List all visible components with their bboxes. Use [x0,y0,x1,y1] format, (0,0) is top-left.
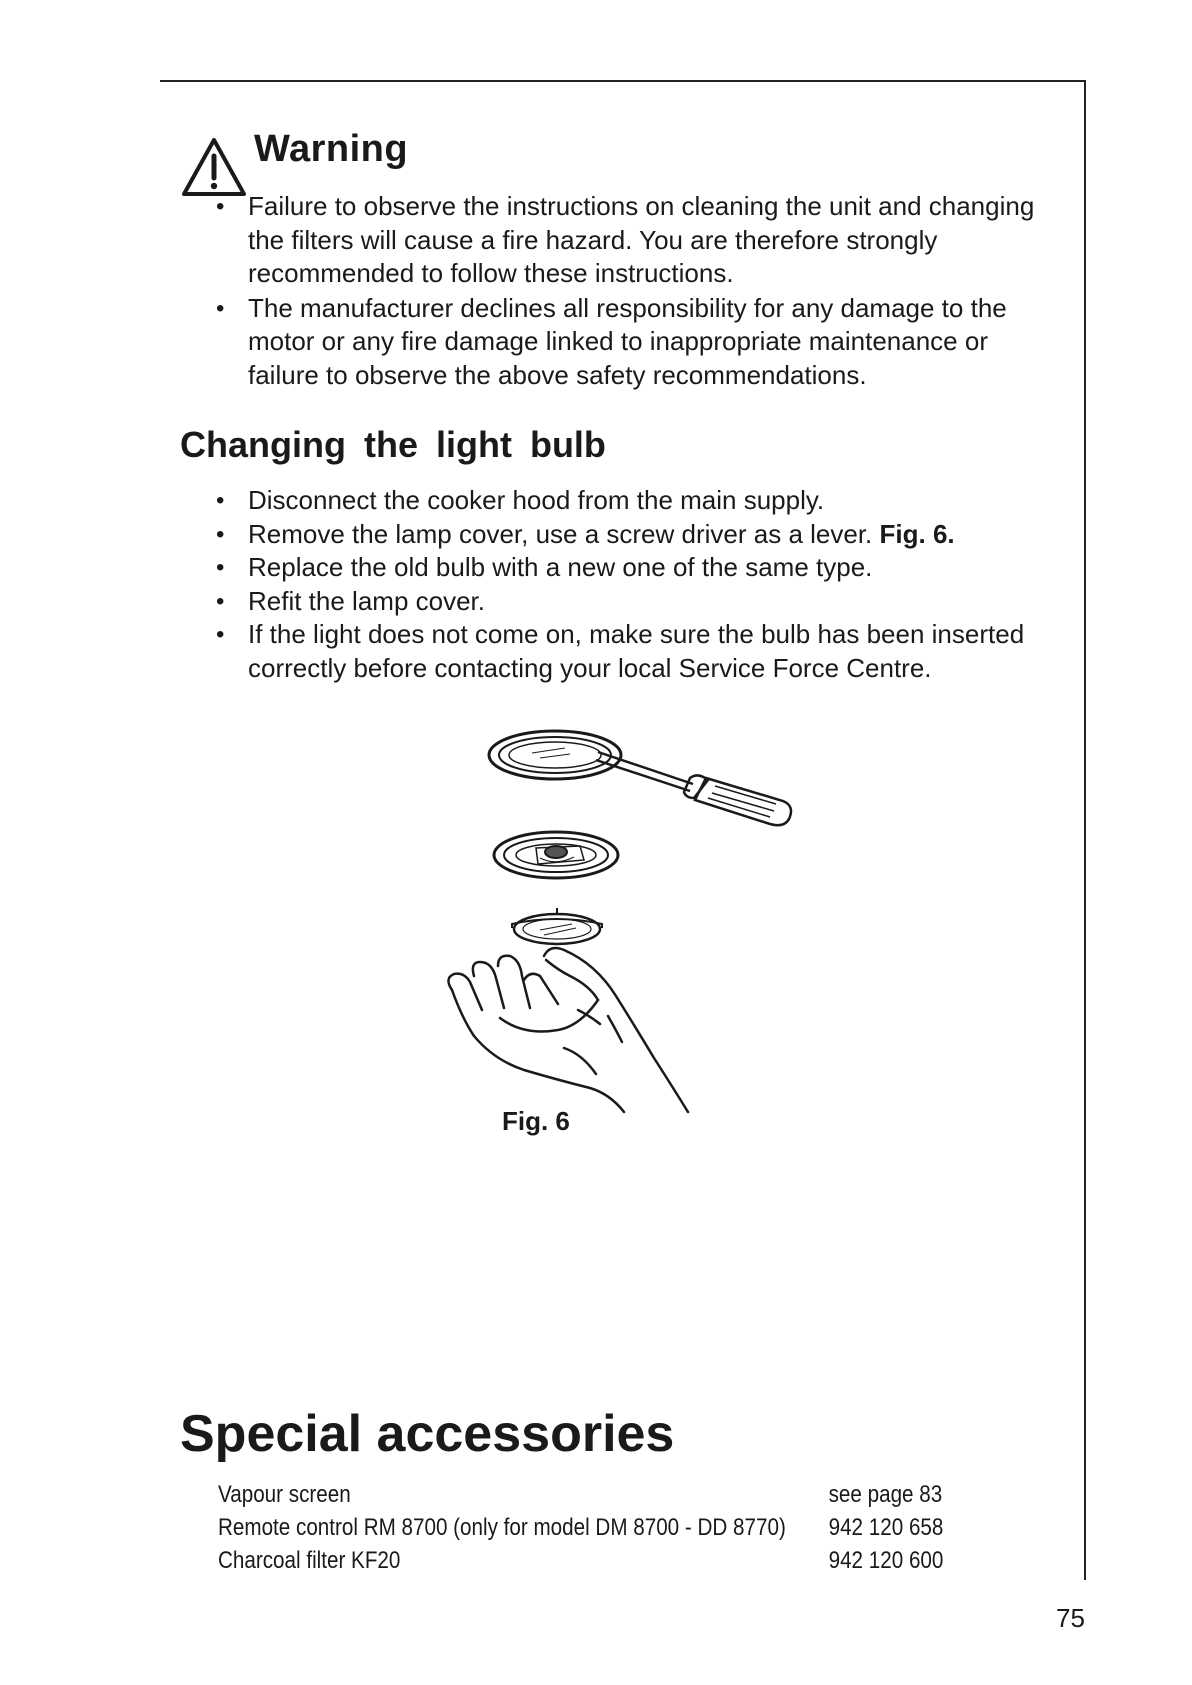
page-number: 75 [1056,1603,1085,1633]
warning-item: • The manufacturer declines all responsibility for any damage to the motor or any fire damage linked to inappropriate maintenance or failure to observe the above safety recommendations. [216,292,1056,393]
step-item: • Replace the old bulb with a new one of the same type. [216,551,1066,585]
step-text: Remove the lamp cover, use a screw driver as a lever. [248,518,873,549]
figure-caption: Fig. 6 [502,1106,570,1136]
lamp-glass [512,908,602,944]
step-item: • If the light does not come on, make sure the bulb has been inserted correctly before contacting your local Service Force Centre. [216,618,1066,685]
accessory-row [218,1514,944,1547]
accessories-table [218,1481,1018,1580]
section-title-changing-bulb: Changing the light bulb [180,424,606,465]
accessory-reference: see page 83 [828,1481,943,1508]
accessory-name: Vapour screen [218,1481,351,1508]
warning-item: • Failure to observe the instructions on cleaning the unit and changing the filters will cause a fire hazard. You are therefore strongly recommended to follow these instructions. [216,190,1056,291]
warning-title: Warning [254,128,409,170]
lamp-replacement-illustration [440,718,820,1138]
accessory-name: Remote control RM 8700 (only for model DM 8700 - DD 8770) [218,1514,786,1541]
right-rule [1084,80,1086,1580]
accessory-name: Charcoal filter KF20 [218,1547,401,1574]
bulb-steps-list [216,484,1066,685]
step-item [216,518,1066,552]
lamp-cover-with-screwdriver [489,731,791,825]
accessory-reference: 942 120 658 [828,1514,944,1541]
step-item: • Refit the lamp cover. [216,585,1066,619]
open-hand [448,948,688,1112]
accessory-row [218,1481,943,1514]
warning-list [216,190,1056,393]
fig-reference: Fig. 6. [879,518,955,549]
accessory-reference: 942 120 600 [828,1547,944,1574]
bulb-holder [494,832,618,878]
section-title-special-accessories: Special accessories [180,1405,675,1463]
step-item: • Disconnect the cooker hood from the main supply. [216,484,1066,518]
warning-triangle-icon [180,136,248,198]
top-rule [160,80,1085,82]
accessory-row [218,1547,944,1580]
